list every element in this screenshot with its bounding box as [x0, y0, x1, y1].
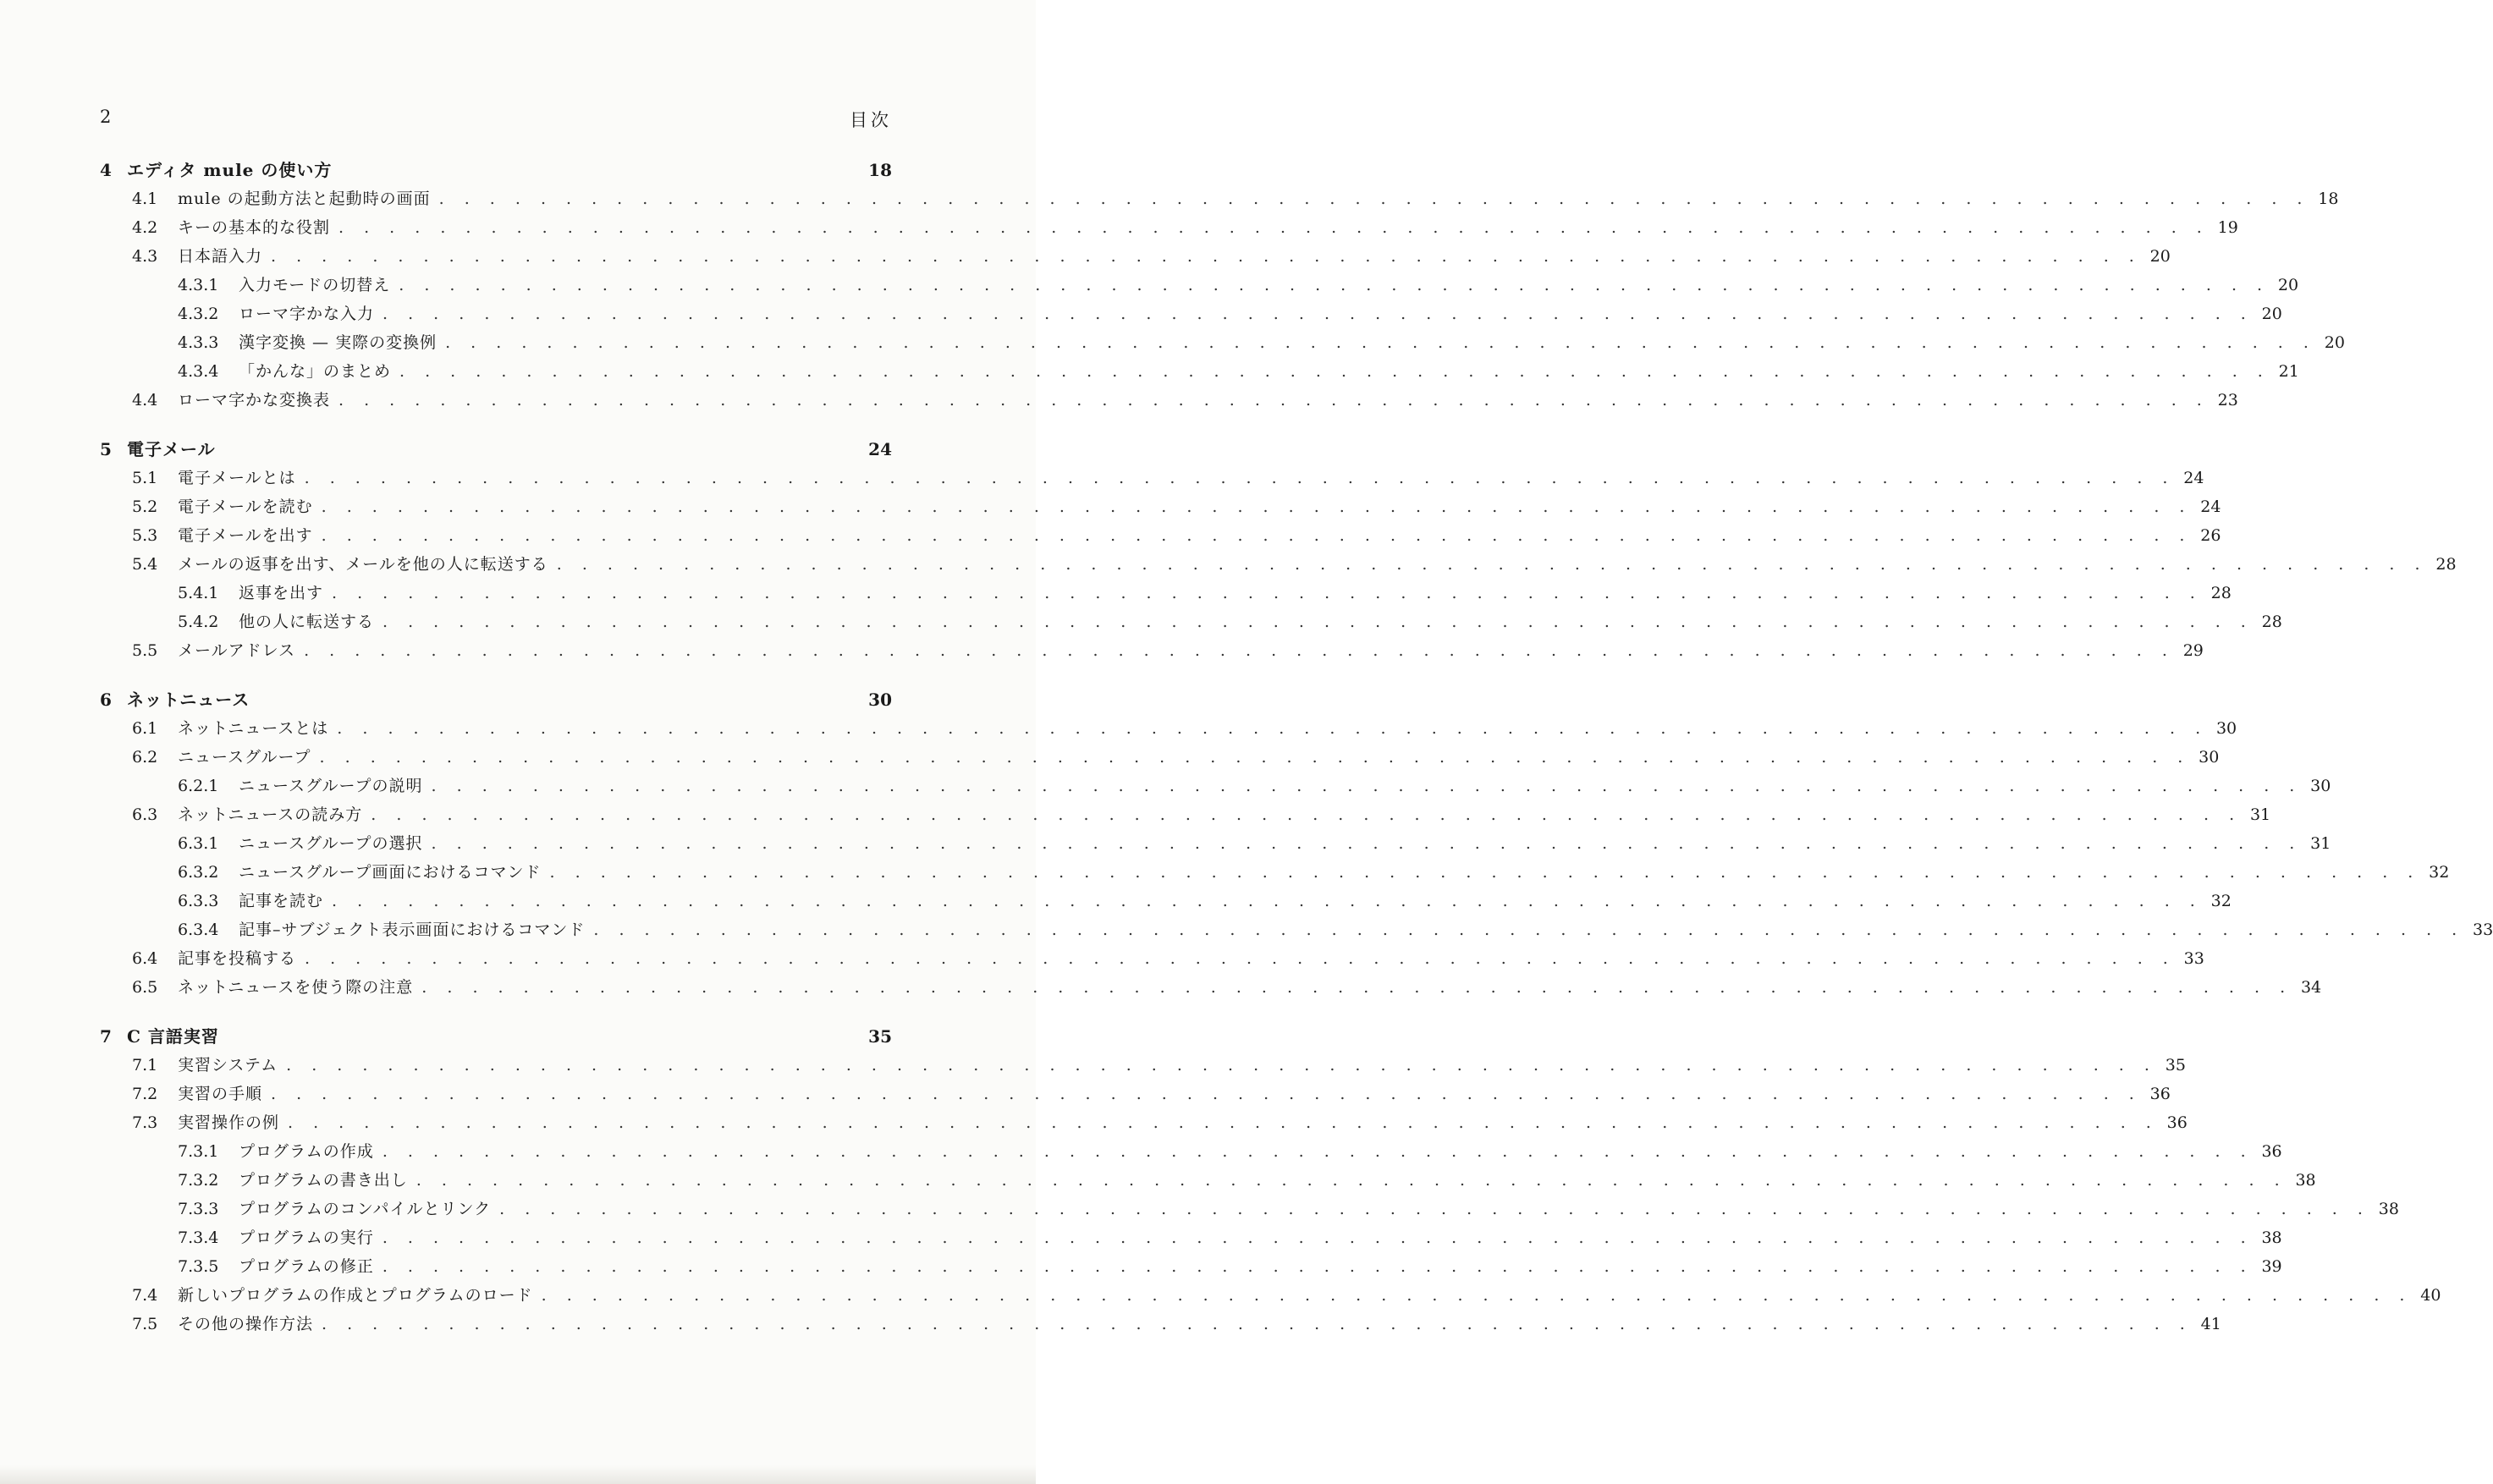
toc-section-entry[interactable] — [100, 550, 2457, 579]
dot-leader: . . . . . . . . . . . . . . . . . . . . . . . . . . . . . . . . . . . . . . . . . . . . . . . . . . . . . . . . . . . . . . . . . . . . . . . . . . — [338, 391, 2210, 409]
dot-leader: . . . . . . . . . . . . . . . . . . . . . . . . . . . . . . . . . . . . . . . . . . . . . . . . . . . . . . . . . . . . . . . . . . . . . . . . . . — [399, 276, 2270, 294]
entry-title: プログラムのコンパイルとリンク — [239, 1200, 492, 1218]
entry-title: ニュースグループの説明 — [239, 777, 423, 795]
entry-number: 4.2 — [132, 218, 158, 237]
running-title: 目次 — [850, 110, 892, 130]
toc-section-entry[interactable] — [100, 714, 2237, 743]
entry-title: 実習システム — [178, 1056, 278, 1075]
toc-section-entry[interactable] — [100, 1310, 2221, 1338]
toc-subsection-entry[interactable] — [100, 1252, 2282, 1281]
dot-leader: . . . . . . . . . . . . . . . . . . . . . . . . . . . . . . . . . . . . . . . . . . . . . . . . . . . . . . . . . . . . . . . . . . . . . . . . . . — [371, 805, 2243, 824]
dot-leader: . . . . . . . . . . . . . . . . . . . . . . . . . . . . . . . . . . . . . . . . . . . . . . . . . . . . . . . . . . . . . . . . . . . . . . . . . . — [421, 978, 2293, 997]
entry-page: 30 — [2310, 777, 2331, 795]
entry-title: ニュースグループ — [178, 748, 311, 767]
entry-page: 20 — [2277, 276, 2299, 294]
dot-leader: . . . . . . . . . . . . . . . . . . . . . . . . . . . . . . . . . . . . . . . . . . . . . . . . . . . . . . . . . . . . . . . . . . . . . . . . . . — [286, 1056, 2157, 1075]
entry-page: 31 — [2310, 834, 2331, 853]
entry-number: 6.5 — [132, 978, 158, 997]
dot-leader: . . . . . . . . . . . . . . . . . . . . . . . . . . . . . . . . . . . . . . . . . . . . . . . . . . . . . . . . . . . . . . . . . . . . . . . . . . — [271, 1085, 2142, 1103]
toc-subsection-entry[interactable] — [100, 328, 2345, 357]
entry-title: 新しいプログラムの作成とプログラムのロード — [178, 1286, 533, 1305]
entry-title: ネットニュースを使う際の注意 — [178, 978, 414, 997]
entry-number: 4.3.3 — [178, 333, 219, 352]
chapter-title: 電子メール — [127, 439, 216, 459]
dot-leader: . . . . . . . . . . . . . . . . . . . . . . . . . . . . . . . . . . . . . . . . . . . . . . . . . . . . . . . . . . . . . . . . . . . . . . . . . . — [549, 863, 2421, 882]
entry-title: 日本語入力 — [178, 247, 263, 266]
entry-page: 34 — [2300, 978, 2322, 997]
entry-number: 6.3 — [132, 805, 158, 824]
toc-section-entry[interactable] — [100, 184, 2339, 213]
dot-leader: . . . . . . . . . . . . . . . . . . . . . . . . . . . . . . . . . . . . . . . . . . . . . . . . . . . . . . . . . . . . . . . . . . . . . . . . . . — [382, 305, 2254, 323]
toc-subsection-entry[interactable] — [100, 579, 2232, 607]
chapter-number: 7 — [100, 1026, 112, 1047]
running-header — [100, 107, 892, 132]
toc-subsection-entry[interactable] — [100, 1137, 2282, 1166]
dot-leader: . . . . . . . . . . . . . . . . . . . . . . . . . . . . . . . . . . . . . . . . . . . . . . . . . . . . . . . . . . . . . . . . . . . . . . . . . . — [445, 333, 2316, 352]
dot-leader: . . . . . . . . . . . . . . . . . . . . . . . . . . . . . . . . . . . . . . . . . . . . . . . . . . . . . . . . . . . . . . . . . . . . . . . . . . — [382, 613, 2254, 631]
toc-chapter-entry[interactable] — [100, 156, 892, 184]
dot-leader: . . . . . . . . . . . . . . . . . . . . . . . . . . . . . . . . . . . . . . . . . . . . . . . . . . . . . . . . . . . . . . . . . . . . . . . . . . — [431, 834, 2303, 853]
entry-page: 28 — [2435, 555, 2457, 574]
dot-leader: . . . . . . . . . . . . . . . . . . . . . . . . . . . . . . . . . . . . . . . . . . . . . . . . . . . . . . . . . . . . . . . . . . . . . . . . . . — [556, 555, 2428, 574]
entry-title: 電子メールとは — [178, 469, 296, 487]
toc-chapter-group — [100, 685, 2493, 1002]
toc-subsection-entry[interactable] — [100, 829, 2331, 858]
toc-chapter-entry[interactable] — [100, 435, 892, 464]
dot-leader: . . . . . . . . . . . . . . . . . . . . . . . . . . . . . . . . . . . . . . . . . . . . . . . . . . . . . . . . . . . . . . . . . . . . . . . . . . — [431, 777, 2303, 795]
entry-page: 33 — [2183, 949, 2204, 968]
entry-title: プログラムの書き出し — [239, 1171, 408, 1190]
entry-number: 7.3 — [132, 1113, 158, 1132]
entry-title: 入力モードの切替え — [239, 276, 391, 294]
toc-subsection-entry[interactable] — [100, 887, 2232, 915]
toc-subsection-entry[interactable] — [100, 1166, 2316, 1195]
entry-number: 7.3.2 — [178, 1171, 219, 1190]
toc-section-entry[interactable] — [100, 213, 2238, 242]
entry-number: 7.3.3 — [178, 1200, 219, 1218]
page-number: 2 — [100, 107, 112, 127]
dot-leader: . . . . . . . . . . . . . . . . . . . . . . . . . . . . . . . . . . . . . . . . . . . . . . . . . . . . . . . . . . . . . . . . . . . . . . . . . . — [288, 1113, 2159, 1132]
dot-leader: . . . . . . . . . . . . . . . . . . . . . . . . . . . . . . . . . . . . . . . . . . . . . . . . . . . . . . . . . . . . . . . . . . . . . . . . . . — [593, 921, 2465, 939]
toc-subsection-entry[interactable] — [100, 1195, 2399, 1223]
chapter-title: C 言語実習 — [127, 1026, 219, 1047]
entry-page: 33 — [2473, 921, 2493, 939]
entry-page: 31 — [2249, 805, 2271, 824]
dot-leader: . . . . . . . . . . . . . . . . . . . . . . . . . . . . . . . . . . . . . . . . . . . . . . . . . . . . . . . . . . . . . . . . . . . . . . . . . . — [271, 247, 2142, 266]
entry-page: 32 — [2210, 892, 2232, 910]
toc-chapter-group — [100, 435, 2457, 665]
dot-leader: . . . . . . . . . . . . . . . . . . . . . . . . . . . . . . . . . . . . . . . . . . . . . . . . . . . . . . . . . . . . . . . . . . . . . . . . . . — [541, 1286, 2413, 1305]
toc-section-entry[interactable] — [100, 973, 2322, 1002]
entry-title: 返事を出す — [239, 584, 324, 602]
toc-subsection-entry[interactable] — [100, 607, 2282, 636]
entry-number: 6.1 — [132, 719, 158, 738]
entry-number: 5.4.2 — [178, 613, 219, 631]
entry-title: ローマ字かな変換表 — [178, 391, 331, 409]
entry-page: 38 — [2295, 1171, 2316, 1190]
dot-leader: . . . . . . . . . . . . . . . . . . . . . . . . . . . . . . . . . . . . . . . . . . . . . . . . . . . . . . . . . . . . . . . . . . . . . . . . . . — [304, 469, 2176, 487]
entry-page: 32 — [2429, 863, 2450, 882]
entry-page: 24 — [2183, 469, 2204, 487]
toc-section-entry[interactable] — [100, 944, 2204, 973]
entry-title: mule の起動方法と起動時の画面 — [178, 190, 431, 208]
entry-number: 7.2 — [132, 1085, 158, 1103]
entry-title: ローマ字かな入力 — [239, 305, 375, 323]
dot-leader: . . . . . . . . . . . . . . . . . . . . . . . . . . . . . . . . . . . . . . . . . . . . . . . . . . . . . . . . . . . . . . . . . . . . . . . . . . — [321, 526, 2193, 545]
toc-section-entry[interactable] — [100, 242, 2171, 271]
entry-title: その他の操作方法 — [178, 1315, 314, 1333]
entry-number: 7.1 — [132, 1056, 158, 1075]
toc-section-entry[interactable] — [100, 492, 2221, 521]
entry-title: メールアドレス — [178, 641, 296, 660]
toc-chapter-group — [100, 1022, 2441, 1338]
entry-number: 7.4 — [132, 1286, 158, 1305]
chapter-page: 30 — [868, 690, 892, 710]
chapter-number: 4 — [100, 160, 112, 180]
entry-number: 6.2 — [132, 748, 158, 767]
entry-title: 記事を投稿する — [178, 949, 297, 968]
entry-page: 35 — [2165, 1056, 2186, 1075]
entry-page: 26 — [2200, 526, 2221, 545]
entry-number: 7.3.5 — [178, 1257, 219, 1276]
entry-page: 36 — [2149, 1085, 2171, 1103]
toc-subsection-entry[interactable] — [100, 1223, 2282, 1252]
dot-leader: . . . . . . . . . . . . . . . . . . . . . . . . . . . . . . . . . . . . . . . . . . . . . . . . . . . . . . . . . . . . . . . . . . . . . . . . . . — [382, 1257, 2254, 1276]
entry-number: 6.3.1 — [178, 834, 219, 853]
entry-title: キーの基本的な役割 — [178, 218, 331, 237]
entry-page: 40 — [2420, 1286, 2441, 1305]
table-of-contents — [100, 156, 2493, 1359]
toc-chapter-entry[interactable] — [100, 1022, 892, 1051]
dot-leader: . . . . . . . . . . . . . . . . . . . . . . . . . . . . . . . . . . . . . . . . . . . . . . . . . . . . . . . . . . . . . . . . . . . . . . . . . . — [322, 1315, 2193, 1333]
dot-leader: . . . . . . . . . . . . . . . . . . . . . . . . . . . . . . . . . . . . . . . . . . . . . . . . . . . . . . . . . . . . . . . . . . . . . . . . . . — [304, 641, 2175, 660]
dot-leader: . . . . . . . . . . . . . . . . . . . . . . . . . . . . . . . . . . . . . . . . . . . . . . . . . . . . . . . . . . . . . . . . . . . . . . . . . . — [499, 1200, 2370, 1218]
dot-leader: . . . . . . . . . . . . . . . . . . . . . . . . . . . . . . . . . . . . . . . . . . . . . . . . . . . . . . . . . . . . . . . . . . . . . . . . . . — [305, 949, 2176, 968]
entry-title: 漢字変換 — 実際の変換例 — [239, 333, 438, 352]
entry-page: 30 — [2199, 748, 2220, 767]
toc-section-entry[interactable] — [100, 521, 2221, 550]
chapter-number: 5 — [100, 439, 112, 459]
chapter-title: ネットニュース — [127, 690, 250, 710]
entry-page: 38 — [2261, 1228, 2282, 1247]
dot-leader: . . . . . . . . . . . . . . . . . . . . . . . . . . . . . . . . . . . . . . . . . . . . . . . . . . . . . . . . . . . . . . . . . . . . . . . . . . — [438, 190, 2310, 208]
dot-leader: . . . . . . . . . . . . . . . . . . . . . . . . . . . . . . . . . . . . . . . . . . . . . . . . . . . . . . . . . . . . . . . . . . . . . . . . . . — [332, 892, 2203, 910]
toc-section-entry[interactable] — [100, 800, 2271, 829]
dot-leader: . . . . . . . . . . . . . . . . . . . . . . . . . . . . . . . . . . . . . . . . . . . . . . . . . . . . . . . . . . . . . . . . . . . . . . . . . . — [382, 1228, 2254, 1247]
entry-title: 電子メールを出す — [178, 526, 313, 545]
entry-number: 4.3 — [132, 247, 158, 266]
dot-leader: . . . . . . . . . . . . . . . . . . . . . . . . . . . . . . . . . . . . . . . . . . . . . . . . . . . . . . . . . . . . . . . . . . . . . . . . . . — [338, 218, 2210, 237]
entry-number: 6.2.1 — [178, 777, 219, 795]
toc-chapter-entry[interactable] — [100, 685, 892, 714]
entry-number: 5.4.1 — [178, 584, 219, 602]
entry-page: 29 — [2182, 641, 2204, 660]
entry-title: 「かんな」のまとめ — [239, 362, 392, 381]
entry-page: 28 — [2261, 613, 2282, 631]
entry-page: 20 — [2261, 305, 2282, 323]
entry-title: ネットニュースとは — [178, 719, 329, 738]
toc-subsection-entry[interactable] — [100, 772, 2331, 800]
chapter-page: 18 — [868, 160, 892, 180]
entry-number: 5.2 — [132, 497, 158, 516]
entry-number: 7.3.1 — [178, 1142, 219, 1161]
entry-page: 28 — [2210, 584, 2232, 602]
toc-section-entry[interactable] — [100, 464, 2204, 492]
entry-number: 4.1 — [132, 190, 158, 208]
entry-page: 23 — [2217, 391, 2238, 409]
toc-section-entry[interactable] — [100, 636, 2204, 665]
entry-page: 21 — [2278, 362, 2299, 381]
toc-section-entry[interactable] — [100, 1080, 2171, 1108]
toc-section-entry[interactable] — [100, 743, 2220, 772]
entry-title: メールの返事を出す、メールを他の人に転送する — [178, 555, 548, 574]
entry-number: 6.3.2 — [178, 863, 219, 882]
entry-title: 電子メールを読む — [178, 497, 313, 516]
entry-number: 6.3.3 — [178, 892, 219, 910]
entry-title: ネットニュースの読み方 — [178, 805, 363, 824]
entry-page: 36 — [2261, 1142, 2282, 1161]
toc-section-entry[interactable] — [100, 1108, 2188, 1137]
toc-section-entry[interactable] — [100, 1281, 2441, 1310]
entry-title: 記事–サブジェクト表示画面におけるコマンド — [239, 921, 586, 939]
entry-number: 4.3.1 — [178, 276, 219, 294]
toc-subsection-entry[interactable] — [100, 858, 2450, 887]
entry-page: 20 — [2149, 247, 2171, 266]
dot-leader: . . . . . . . . . . . . . . . . . . . . . . . . . . . . . . . . . . . . . . . . . . . . . . . . . . . . . . . . . . . . . . . . . . . . . . . . . . — [399, 362, 2270, 381]
toc-subsection-entry[interactable] — [100, 357, 2299, 386]
entry-number: 7.5 — [132, 1315, 158, 1333]
entry-title: 他の人に転送する — [239, 613, 375, 631]
entry-title: ニュースグループの選択 — [239, 834, 423, 853]
entry-title: ニュースグループ画面におけるコマンド — [239, 863, 542, 882]
toc-section-entry[interactable] — [100, 386, 2238, 415]
dot-leader: . . . . . . . . . . . . . . . . . . . . . . . . . . . . . . . . . . . . . . . . . . . . . . . . . . . . . . . . . . . . . . . . . . . . . . . . . . — [416, 1171, 2287, 1190]
dot-leader: . . . . . . . . . . . . . . . . . . . . . . . . . . . . . . . . . . . . . . . . . . . . . . . . . . . . . . . . . . . . . . . . . . . . . . . . . . — [332, 584, 2203, 602]
entry-number: 5.3 — [132, 526, 158, 545]
entry-number: 5.5 — [132, 641, 158, 660]
entry-title: プログラムの修正 — [239, 1257, 374, 1276]
entry-page: 20 — [2324, 333, 2345, 352]
entry-page: 36 — [2166, 1113, 2188, 1132]
entry-number: 7.3.4 — [178, 1228, 219, 1247]
entry-page: 24 — [2200, 497, 2221, 516]
chapter-page: 35 — [868, 1026, 892, 1047]
entry-page: 41 — [2200, 1315, 2221, 1333]
chapter-number: 6 — [100, 690, 112, 710]
toc-chapter-group — [100, 156, 2345, 415]
entry-title: 記事を読む — [239, 892, 324, 910]
entry-number: 6.3.4 — [178, 921, 219, 939]
entry-number: 5.4 — [132, 555, 158, 574]
dot-leader: . . . . . . . . . . . . . . . . . . . . . . . . . . . . . . . . . . . . . . . . . . . . . . . . . . . . . . . . . . . . . . . . . . . . . . . . . . — [337, 719, 2209, 738]
chapter-title: エディタ mule の使い方 — [127, 160, 333, 180]
entry-number: 4.4 — [132, 391, 158, 409]
entry-page: 18 — [2318, 190, 2339, 208]
toc-subsection-entry[interactable] — [100, 915, 2493, 944]
entry-number: 5.1 — [132, 469, 158, 487]
dot-leader: . . . . . . . . . . . . . . . . . . . . . . . . . . . . . . . . . . . . . . . . . . . . . . . . . . . . . . . . . . . . . . . . . . . . . . . . . . — [382, 1142, 2254, 1161]
chapter-page: 24 — [868, 439, 892, 459]
entry-page: 38 — [2378, 1200, 2399, 1218]
toc-section-entry[interactable] — [100, 1051, 2186, 1080]
toc-subsection-entry[interactable] — [100, 300, 2282, 328]
dot-leader: . . . . . . . . . . . . . . . . . . . . . . . . . . . . . . . . . . . . . . . . . . . . . . . . . . . . . . . . . . . . . . . . . . . . . . . . . . — [321, 497, 2193, 516]
toc-subsection-entry[interactable] — [100, 271, 2299, 300]
entry-page: 30 — [2215, 719, 2237, 738]
entry-number: 6.4 — [132, 949, 158, 968]
entry-title: 実習操作の例 — [178, 1113, 280, 1132]
entry-page: 19 — [2217, 218, 2238, 237]
entry-title: プログラムの実行 — [239, 1228, 374, 1247]
entry-title: プログラムの作成 — [239, 1142, 374, 1161]
entry-number: 4.3.2 — [178, 305, 219, 323]
dot-leader: . . . . . . . . . . . . . . . . . . . . . . . . . . . . . . . . . . . . . . . . . . . . . . . . . . . . . . . . . . . . . . . . . . . . . . . . . . — [319, 748, 2191, 767]
entry-number: 4.3.4 — [178, 362, 219, 381]
entry-page: 39 — [2261, 1257, 2282, 1276]
entry-title: 実習の手順 — [178, 1085, 263, 1103]
page-edge — [0, 1465, 1036, 1484]
